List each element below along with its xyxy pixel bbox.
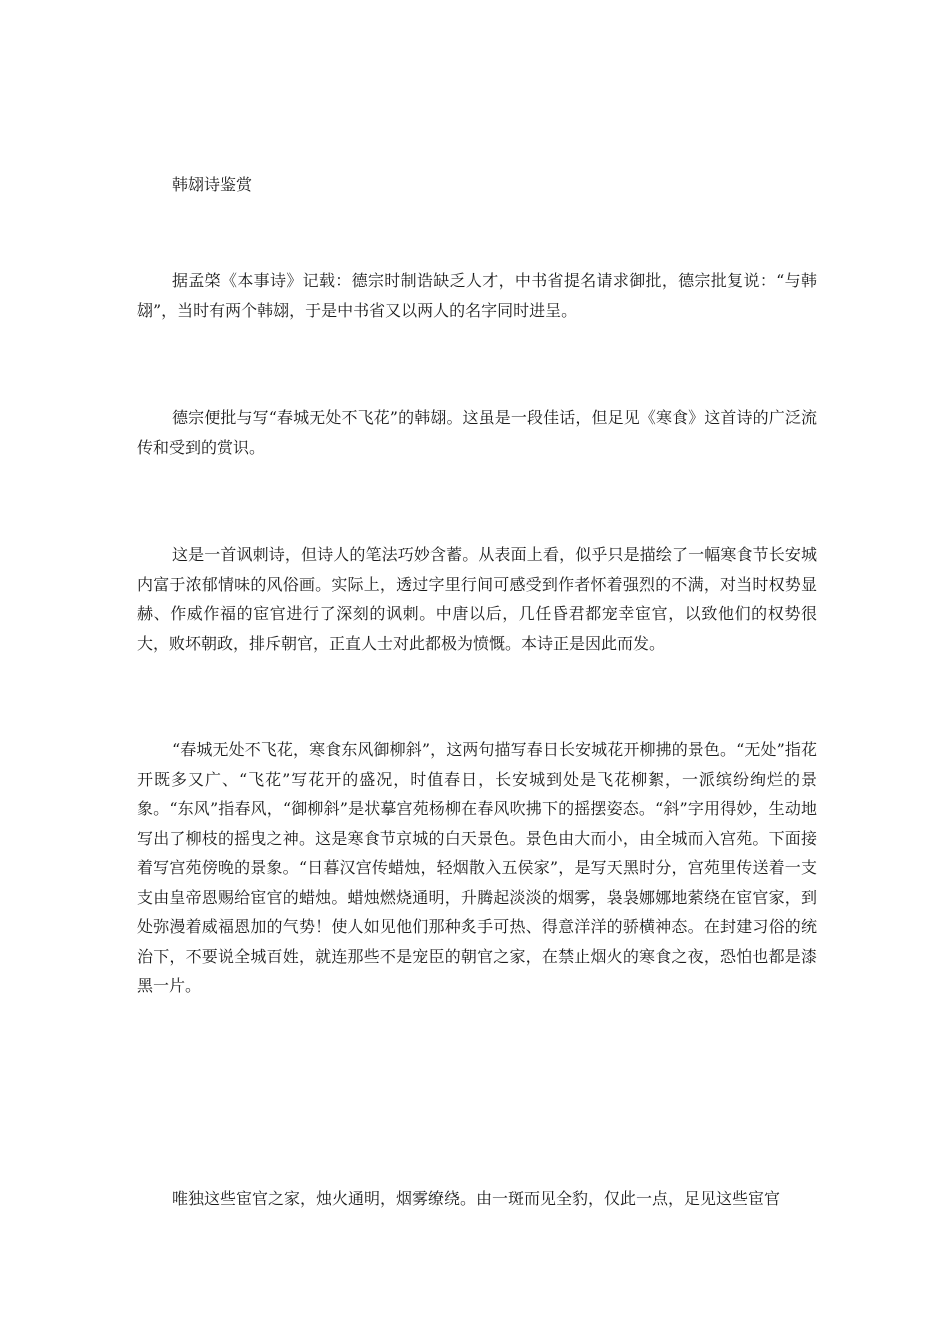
paragraph-dezong-approval: 德宗便批与写“春城无处不飞花”的韩翃。这虽是一段佳话，但足见《寒食》这首诗的广泛流传和受到的赏识。 [137, 408, 817, 457]
document-title: 韩翃诗鉴赏 [172, 175, 253, 194]
paragraph-benshishi-record: 据孟棨《本事诗》记载：德宗时制诰缺乏人才，中书省提名请求御批，德宗批复说：“与韩翃”，当时有两个韩翃，于是中书省又以两人的名字同时进呈。 [137, 271, 817, 320]
paragraph-poem-analysis: “春城无处不飞花，寒食东风御柳斜”，这两句描写春日长安城花开柳拂的景色。“无处”指花开既多又广、“飞花”写花开的盛况，时值春日，长安城到处是飞花柳絮，一派缤纷绚烂的景象。“东风”指春风，“御柳斜”是状摹宫苑杨柳在春风吹拂下的摇摆姿态。“斜”字用得妙，生动地写出了柳枝的摇曳之神。这是寒食节京城的白天景色。景色由大而小，由全城而入宫苑。下面接着写宫苑傍晚的景象。“日暮汉宫传蜡烛，轻烟散入五侯家”，是写天黑时分，宫苑里传送着一支支由皇帝恩赐给宦官的蜡烛。蜡烛燃烧通明，升腾起淡淡的烟雾，袅袅娜娜地萦绕在宦官家，到处弥漫着威福恩加的气势！使人如见他们那种炙手可热、得意洋洋的骄横神态。在封建习俗的统治下，不要说全城百姓，就连那些不是宠臣的朝官之家，在禁止烟火的寒食之夜，恐怕也都是漆黑一片。 [137, 740, 817, 995]
paragraph-satire-intro: 这是一首讽刺诗，但诗人的笔法巧妙含蓄。从表面上看，似乎只是描绘了一幅寒食节长安城内富于浓郁情味的风俗画。实际上，透过字里行间可感受到作者怀着强烈的不满，对当时权势显赫、作威作福的宦官进行了深刻的讽刺。中唐以后，几任昏君都宠幸宦官，以致他们的权势很大，败坏朝政，排斥朝官，正直人士对此都极为愤慨。本诗正是因此而发。 [137, 545, 817, 653]
paragraph-eunuch-households: 唯独这些宦官之家，烛火通明，烟雾缭绕。由一斑而见全豹，仅此一点，足见这些宦官 [172, 1189, 781, 1208]
